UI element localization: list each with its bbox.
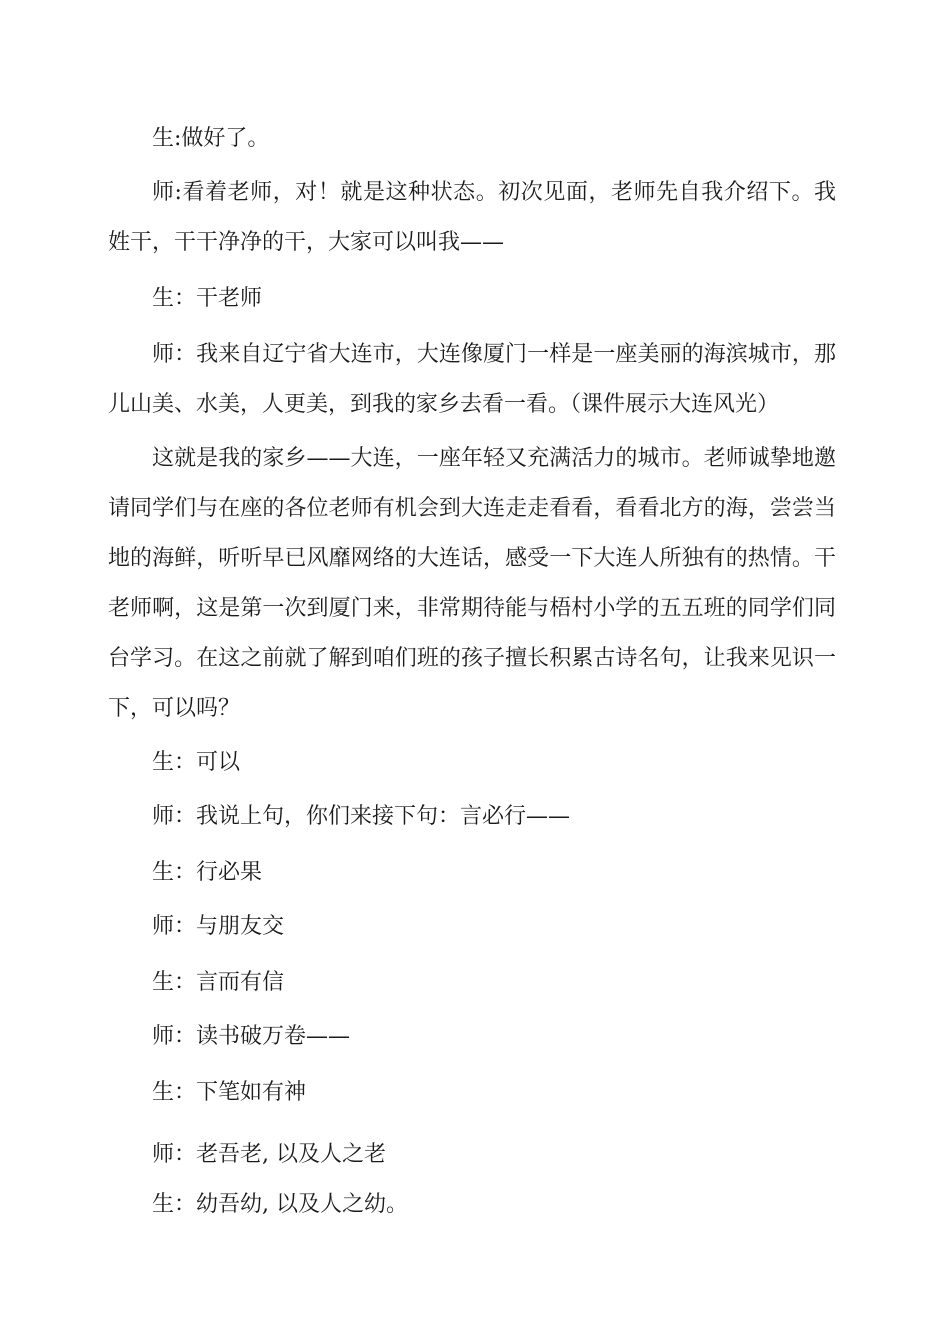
paragraph-4: 师：我来自辽宁省大连市，大连像厦门一样是一座美丽的海滨城市，那儿山美、水美，人更美，到我的家乡去看一看。（课件展示大连风光） [108,342,836,417]
paragraph-2: 师:看着老师，对！就是这种状态。初次见面，老师先自我介绍下。我姓干，干干净净的干，大家可以叫我—— [108,180,836,255]
paragraph-14: 生：幼吾幼, 以及人之幼。 [152,1192,408,1217]
paragraph-3: 生：干老师 [152,286,263,311]
paragraph-1: 生:做好了。 [152,126,270,151]
paragraph-8: 生：行必果 [152,860,263,885]
paragraph-13: 师：老吾老, 以及人之老 [152,1142,386,1167]
paragraph-6: 生：可以 [152,750,241,775]
paragraph-10: 生：言而有信 [152,970,285,995]
paragraph-7: 师：我说上句，你们来接下句：言必行—— [152,804,571,829]
paragraph-9: 师：与朋友交 [152,914,285,939]
paragraph-5: 这就是我的家乡——大连，一座年轻又充满活力的城市。老师诚挚地邀请同学们与在座的各位老师有机会到大连走走看看，看看北方的海，尝尝当地的海鲜，听听早已风靡网络的大连话，感受一下大连人所独有的热情。干老师啊，这是第一次到厦门来，非常期待能与梧村小学的五五班的同学们同台学习。在这之前就了解到咱们班的孩子擅长积累古诗名句，让我来见识一下，可以吗？ [108,446,836,721]
paragraph-11: 师：读书破万卷—— [152,1024,351,1049]
paragraph-12: 生：下笔如有神 [152,1080,307,1105]
